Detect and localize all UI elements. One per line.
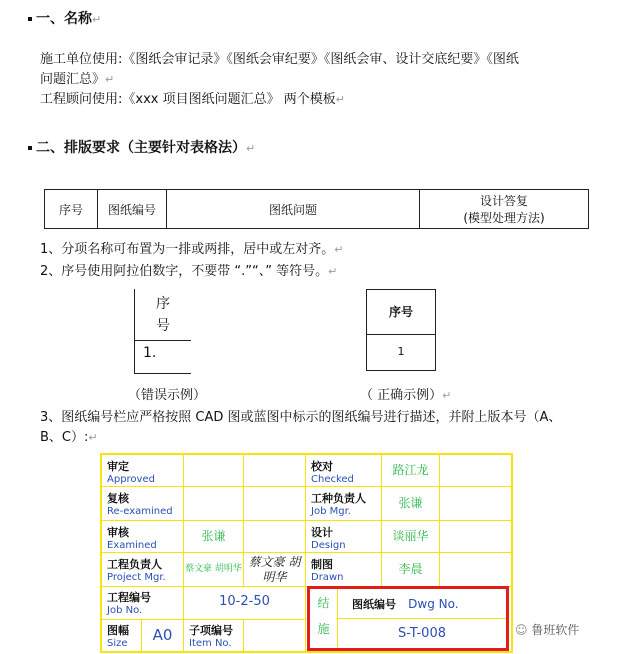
right-caption: （ 正确示例）↵ xyxy=(360,388,452,403)
drawn-name: 李晨 xyxy=(382,553,440,587)
structure-label: 结 施 xyxy=(310,589,338,648)
examined-cell: 审核 Examined xyxy=(102,521,184,553)
design-cell: 设计 Design xyxy=(306,521,382,553)
right-example-header: 序号 xyxy=(367,290,435,335)
reply-line2: (模型处理方法) xyxy=(463,211,545,225)
bullet xyxy=(28,17,32,21)
section1-line3: 工程顾问使用:《xxx 项目图纸问题汇总》 两个模板↵ xyxy=(40,92,345,107)
design-name: 谈丽华 xyxy=(382,521,440,553)
project-mgr-name: 蔡文豪 胡明华 xyxy=(184,553,244,587)
wrong-caption: （错误示例） xyxy=(128,388,207,403)
right-example-box xyxy=(366,289,436,371)
rule1: 1、分项名称可布置为一排或两排，居中或左对齐。↵ xyxy=(40,242,344,257)
right-example-value: 1 xyxy=(397,345,405,358)
project-mgr-cell: 工程负责人 Project Mgr. xyxy=(102,553,184,587)
job-mgr-name: 张谦 xyxy=(382,487,440,521)
section2-heading: 二、排版要求（主要针对表格法）↵ xyxy=(28,137,255,157)
rule3-line1: 3、图纸编号栏应严格按照 CAD 图或蓝图中标示的图纸编号进行描述，并附上版本号（A、 xyxy=(40,410,562,425)
job-no-cell: 工程编号 Job No. xyxy=(102,587,184,620)
rule3-line2: B、C）:↵ xyxy=(40,430,98,445)
checked-name: 路江龙 xyxy=(382,455,440,487)
checked-cell: 校对 Checked xyxy=(306,455,382,487)
wrong-example-header: 序 号 xyxy=(135,289,191,341)
examined-name: 张谦 xyxy=(184,521,244,553)
job-no-value: 10-2-50 xyxy=(184,587,306,620)
item-no-cell: 子项编号 Item No. xyxy=(184,620,244,651)
header-cell-reply xyxy=(420,190,589,229)
reply-line1: 设计答复 xyxy=(479,194,528,208)
section1-line1: 施工单位使用:《图纸会审记录》《图纸会审纪要》《图纸会审、设计交底纪要》《图纸 xyxy=(40,52,519,67)
header-cell-issue: 图纸问题 xyxy=(167,190,420,229)
handwritten-signature: 蔡文豪 胡明华 xyxy=(244,553,306,587)
header-cell-dwg: 图纸编号 xyxy=(98,190,167,229)
size-cell: 图幅 Size xyxy=(102,620,142,651)
header-table-example xyxy=(44,189,589,229)
size-value: A0 xyxy=(142,620,184,651)
dwg-no-highlight xyxy=(307,586,509,651)
job-mgr-cell: 工种负责人 Job Mgr. xyxy=(306,487,382,521)
dwg-no-value: S-T-008 xyxy=(397,626,446,641)
section1-line2: 问题汇总》↵ xyxy=(40,72,115,87)
wrong-example-box xyxy=(134,289,191,374)
bullet xyxy=(28,146,32,150)
drawing-title-block xyxy=(100,453,513,653)
section2-title: 二、排版要求（主要针对表格法） xyxy=(36,140,246,156)
header-cell-index: 序号 xyxy=(45,190,98,229)
wechat-icon: ☺ xyxy=(515,623,528,637)
watermark: ☺ 鲁班软件 xyxy=(515,623,580,637)
drawn-cell: 制图 Drawn xyxy=(306,553,382,587)
rule2: 2、序号使用阿拉伯数字，不要带 “.”“、” 等符号。↵ xyxy=(40,264,338,279)
section1-heading: 一、名称↵ xyxy=(28,8,101,28)
rule3 xyxy=(40,408,615,448)
section1-title: 一、名称 xyxy=(36,11,92,27)
dwg-no-label: 图纸编号 Dwg No. xyxy=(338,589,506,619)
section1-body xyxy=(40,50,610,110)
reexamined-cell: 复核 Re-examined xyxy=(102,487,184,521)
wrong-example-value: 1. xyxy=(143,345,157,361)
approved-cell: 审定 Approved xyxy=(102,455,184,487)
